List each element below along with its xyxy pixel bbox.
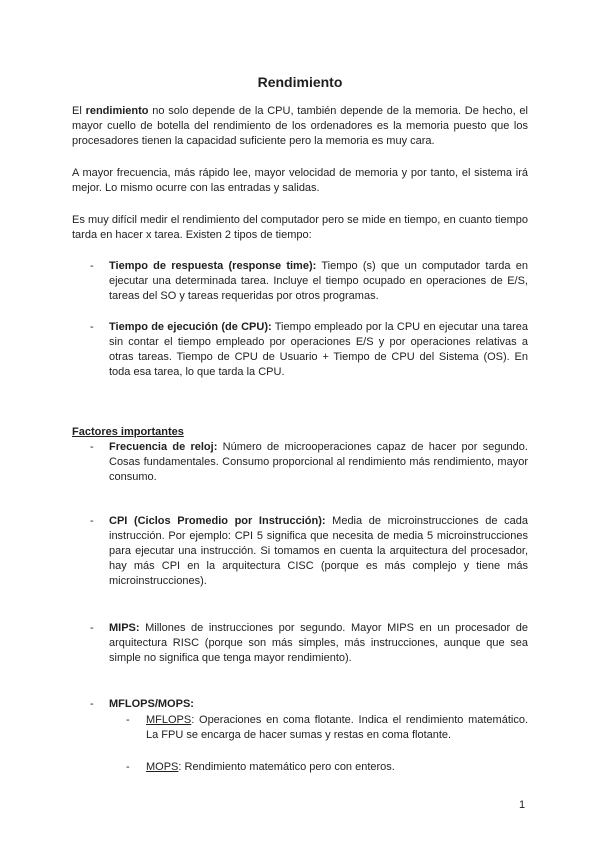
bullet-dash: - [90, 260, 94, 272]
intro-paragraph-2: A mayor frecuencia, más rápido lee, mayor velocidad de memoria y por tanto, el sistema irá mejor. Lo mismo ocurre con las entradas y salidas. [72, 167, 528, 194]
bullet-mips: - MIPS: Millones de instrucciones por segundo. Mayor MIPS en un procesador de arquitectura RISC (porque son más simples, más instrucciones, aunque que sea simple no significa que tenga mayor rendimiento). [90, 622, 528, 664]
page-title: Rendimiento [257, 74, 343, 90]
page-number: 1 [519, 799, 526, 811]
bullet-mflops-mops: - MFLOPS/MOPS: [90, 698, 194, 710]
bullet-dash: - [90, 698, 94, 710]
bullet-dash: - [90, 622, 94, 634]
section-heading-factores: Factores importantes [72, 426, 184, 438]
sub-bullet-dash: - [126, 714, 130, 726]
bullet-dash: - [90, 321, 94, 333]
intro-paragraph-1: El rendimiento no solo depende de la CPU, también depende de la memoria. De hecho, el mayor cuello de botella del rendimiento de los ordenadores es la memoria puesto que los procesadores tienen la capacidad suficiente pero la memoria es muy cara. [72, 105, 528, 147]
bullet-tiempo-ejecucion: - Tiempo de ejecución (de CPU): Tiempo empleado por la CPU en ejecutar una tarea sin contar el tiempo empleado por operaciones E/S y por operaciones relativas a otras tareas. Tiempo de CPU de Usuario + Tiempo de CPU del Sistema (OS). En toda esa tarea, lo que tarda la CPU. [90, 321, 528, 378]
bullet-tiempo-respuesta: - Tiempo de respuesta (response time): Tiempo (s) que un computador tarda en ejecutar una determinada tarea. Incluye el tiempo ocupado en operaciones de E/S, tareas del SO y tareas requeridas por otros programas. [90, 260, 528, 302]
bullet-dash: - [90, 515, 94, 527]
bullet-dash: - [90, 441, 94, 453]
sub-bullet-mops: - MOPS: Rendimiento matemático pero con enteros. [126, 761, 395, 773]
bullet-frecuencia-reloj: - Frecuencia de reloj: Número de microoperaciones capaz de hacer por segundo. Cosas fundamentales. Consumo proporcional al rendimiento más rendimiento, mayor consumo. [90, 441, 528, 483]
sub-bullet-dash: - [126, 761, 130, 773]
bullet-cpi: - CPI (Ciclos Promedio por Instrucción): Media de microinstrucciones de cada instrucción. Por ejemplo: CPI 5 significa que necesita de media 5 microinstrucciones para ejecutar una instrucción. Si tomamos en cuenta la arquitectura del procesador, hay más CPI en la arquitectura CISC (porque es más complejo y tiene más microinstrucciones). [90, 515, 528, 587]
intro-paragraph-3: Es muy difícil medir el rendimiento del computador pero se mide en tiempo, en cuanto tiempo tarda en hacer x tarea. Existen 2 tipos de tiempo: [72, 214, 528, 241]
sub-bullet-mflops: - MFLOPS: Operaciones en coma flotante. Indica el rendimiento matemático. La FPU se encarga de hacer sumas y restas en coma flotante. [126, 714, 528, 741]
